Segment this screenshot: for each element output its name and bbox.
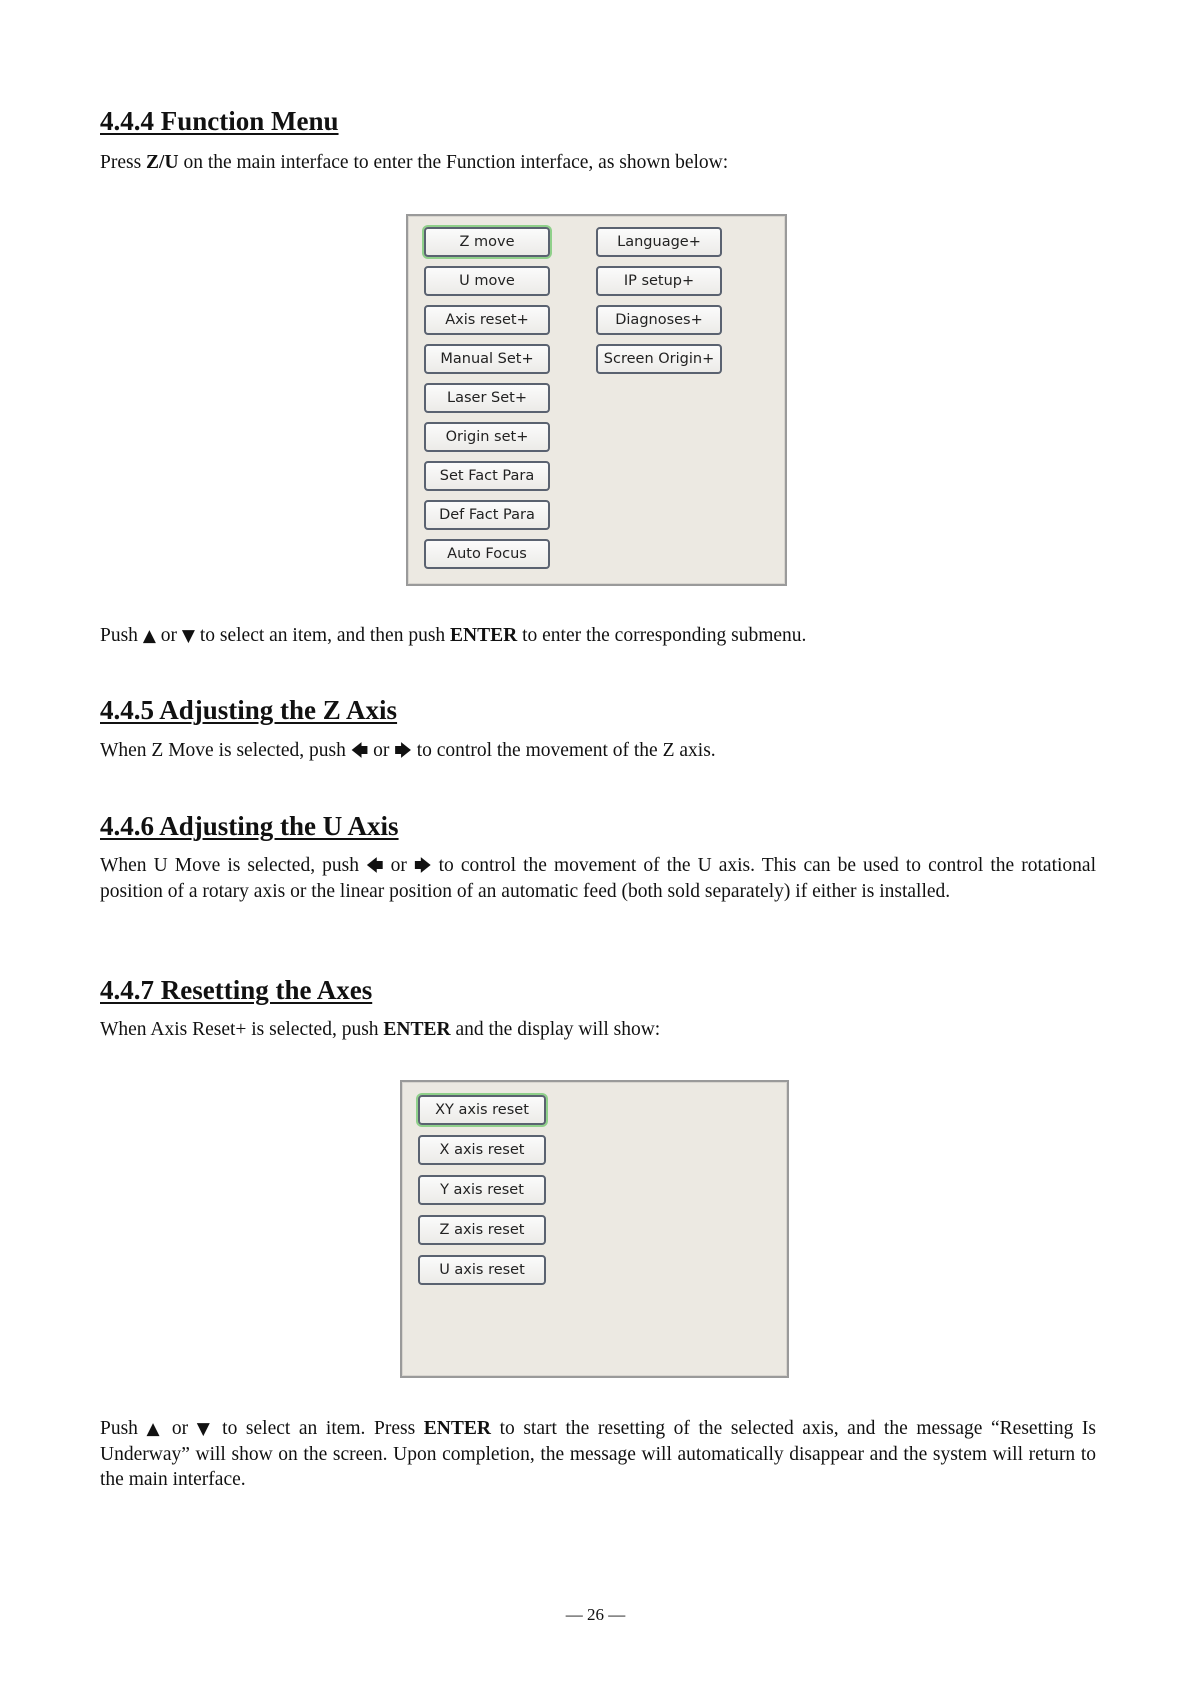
function-menu-item-2[interactable]: Axis reset+ [424, 305, 550, 335]
z-axis-text: When Z Move is selected, push 🡄 or 🡆 to control the movement of the Z axis. [100, 740, 716, 761]
page-number: — 26 — [565, 1605, 626, 1624]
function-menu-item-right-1[interactable]: IP setup+ [596, 266, 722, 296]
function-menu-item-6[interactable]: Set Fact Para [424, 461, 550, 491]
function-menu-item-8[interactable]: Auto Focus [424, 539, 550, 569]
up-arrow-icon: ▲ [142, 626, 156, 646]
function-menu-item-0[interactable]: Z move [424, 227, 550, 257]
function-menu-item-5[interactable]: Origin set+ [424, 422, 550, 452]
function-menu-intro: Press Z/U on the main interface to enter the Function interface, as shown below: [100, 152, 729, 173]
right-arrow-icon: 🡆 [394, 741, 412, 761]
down-arrow-icon: ▼ [196, 1419, 214, 1439]
axis-reset-item-3[interactable]: Z axis reset [418, 1215, 546, 1245]
right-arrow-icon: 🡆 [413, 856, 432, 876]
up-arrow-icon: ▲ [146, 1419, 164, 1439]
function-menu-panel [406, 214, 787, 586]
heading-function-menu: 4.4.4 Function Menu [100, 106, 339, 136]
axis-reset-item-0[interactable]: XY axis reset [418, 1095, 546, 1125]
axis-reset-intro: When Axis Reset+ is selected, push ENTER and the display will show: [100, 1019, 661, 1040]
function-menu-item-right-2[interactable]: Diagnoses+ [596, 305, 722, 335]
function-menu-item-right-3[interactable]: Screen Origin+ [596, 344, 722, 374]
left-arrow-icon: 🡄 [366, 856, 384, 876]
function-menu-item-1[interactable]: U move [424, 266, 550, 296]
axis-reset-instructions: Push ▲ or ▼ to select an item. Press ENTER to start the resetting of the selected axis, and the message “Resetting Is Underway” will show on the screen. Upon completion, the message will automatically disappear and the system will return to the main interface. [100, 1418, 1096, 1490]
function-menu-item-7[interactable]: Def Fact Para [424, 500, 550, 530]
heading-z-axis: 4.4.5 Adjusting the Z Axis [100, 695, 398, 725]
function-menu-instructions: Push ▲ or ▼ to select an item, and then push ENTER to enter the corresponding submenu. [100, 625, 807, 646]
axis-reset-item-4[interactable]: U axis reset [418, 1255, 546, 1285]
down-arrow-icon: ▼ [181, 626, 195, 646]
function-menu-item-4[interactable]: Laser Set+ [424, 383, 550, 413]
axis-reset-item-1[interactable]: X axis reset [418, 1135, 546, 1165]
function-menu-item-right-0[interactable]: Language+ [596, 227, 722, 257]
u-axis-text: When U Move is selected, push 🡄 or 🡆 to control the movement of the U axis. This can be used to control the rotational position of a rotary axis or the linear position of an automatic feed (both sold separately) if either is installed. [100, 855, 1096, 902]
function-menu-item-3[interactable]: Manual Set+ [424, 344, 550, 374]
axis-reset-item-2[interactable]: Y axis reset [418, 1175, 546, 1205]
left-arrow-icon: 🡄 [350, 741, 369, 761]
heading-resetting-axes: 4.4.7 Resetting the Axes [100, 975, 373, 1005]
heading-u-axis: 4.4.6 Adjusting the U Axis [100, 811, 399, 841]
axis-reset-panel [400, 1080, 789, 1378]
